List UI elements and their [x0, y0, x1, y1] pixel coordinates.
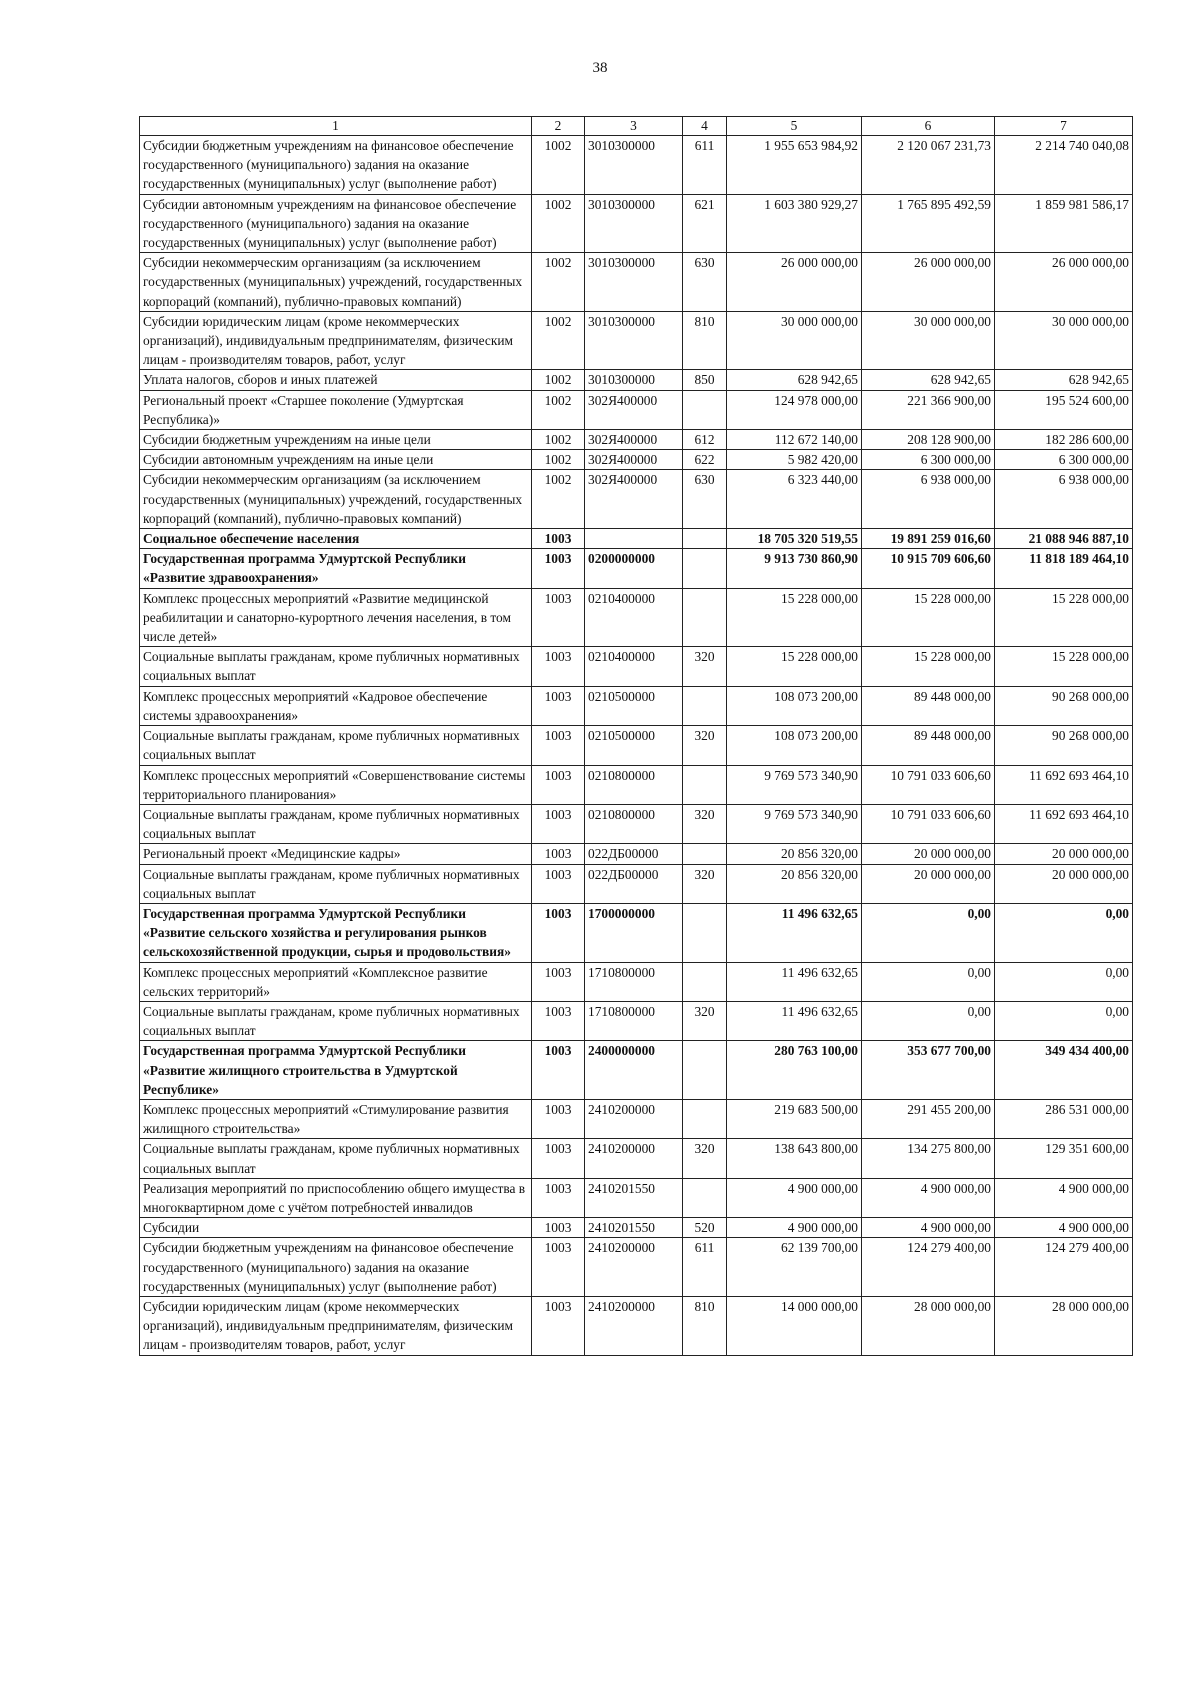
row-value-cell: 2 120 067 231,73 — [862, 136, 995, 195]
row-value-cell: 124 978 000,00 — [727, 390, 862, 429]
row-section-cell: 1002 — [532, 430, 585, 450]
row-section-cell: 1002 — [532, 311, 585, 370]
row-value-cell: 90 268 000,00 — [995, 726, 1133, 765]
row-type-cell — [683, 549, 727, 588]
row-value-cell: 30 000 000,00 — [995, 311, 1133, 370]
row-type-cell: 320 — [683, 864, 727, 903]
row-name-cell: Субсидии юридическим лицам (кроме некоммерческих организаций), индивидуальным предпринимателям, физическим лицам - производителям товаров, работ, услуг — [140, 311, 532, 370]
row-section-cell: 1003 — [532, 844, 585, 864]
row-value-cell: 26 000 000,00 — [995, 253, 1133, 312]
row-value-cell: 18 705 320 519,55 — [727, 529, 862, 549]
row-value-cell: 15 228 000,00 — [727, 588, 862, 647]
row-value-cell: 4 900 000,00 — [862, 1178, 995, 1217]
table-row — [140, 726, 1133, 765]
row-value-cell: 6 938 000,00 — [995, 470, 1133, 529]
row-name-cell: Государственная программа Удмуртской Республики «Развитие жилищного строительства в Удмуртской Республике» — [140, 1041, 532, 1100]
table-row — [140, 1139, 1133, 1178]
row-value-cell: 6 938 000,00 — [862, 470, 995, 529]
row-value-cell: 89 448 000,00 — [862, 726, 995, 765]
row-value-cell: 10 791 033 606,60 — [862, 804, 995, 843]
row-code-cell: 0210800000 — [585, 765, 683, 804]
row-value-cell: 9 769 573 340,90 — [727, 804, 862, 843]
row-value-cell: 1 859 981 586,17 — [995, 194, 1133, 253]
table-row — [140, 549, 1133, 588]
column-header: 4 — [683, 117, 727, 136]
table-row — [140, 864, 1133, 903]
row-value-cell: 6 323 440,00 — [727, 470, 862, 529]
row-value-cell: 628 942,65 — [862, 370, 995, 390]
row-section-cell: 1003 — [532, 864, 585, 903]
row-value-cell: 6 300 000,00 — [862, 450, 995, 470]
row-value-cell: 286 531 000,00 — [995, 1099, 1133, 1138]
row-code-cell: 1710800000 — [585, 962, 683, 1001]
row-value-cell: 15 228 000,00 — [862, 588, 995, 647]
table-row — [140, 804, 1133, 843]
row-section-cell: 1003 — [532, 1099, 585, 1138]
table-row — [140, 1099, 1133, 1138]
row-code-cell: 0210800000 — [585, 804, 683, 843]
row-section-cell: 1003 — [532, 529, 585, 549]
row-type-cell: 320 — [683, 726, 727, 765]
table-row — [140, 1178, 1133, 1217]
row-value-cell: 30 000 000,00 — [727, 311, 862, 370]
row-value-cell: 15 228 000,00 — [862, 647, 995, 686]
row-value-cell: 0,00 — [995, 1001, 1133, 1040]
row-code-cell: 2400000000 — [585, 1041, 683, 1100]
table-row — [140, 370, 1133, 390]
row-type-cell: 320 — [683, 1139, 727, 1178]
row-value-cell: 221 366 900,00 — [862, 390, 995, 429]
row-section-cell: 1002 — [532, 470, 585, 529]
table-row — [140, 844, 1133, 864]
row-type-cell: 320 — [683, 804, 727, 843]
row-value-cell: 20 000 000,00 — [995, 864, 1133, 903]
row-name-cell: Субсидии бюджетным учреждениям на иные цели — [140, 430, 532, 450]
table-row — [140, 1238, 1133, 1297]
column-header: 6 — [862, 117, 995, 136]
row-value-cell: 20 856 320,00 — [727, 864, 862, 903]
row-section-cell: 1003 — [532, 1178, 585, 1217]
row-value-cell: 108 073 200,00 — [727, 686, 862, 725]
row-value-cell: 11 496 632,65 — [727, 962, 862, 1001]
row-value-cell: 349 434 400,00 — [995, 1041, 1133, 1100]
row-name-cell: Комплекс процессных мероприятий «Стимулирование развития жилищного строительства» — [140, 1099, 532, 1138]
table-row — [140, 1218, 1133, 1238]
table-row — [140, 470, 1133, 529]
row-value-cell: 30 000 000,00 — [862, 311, 995, 370]
row-name-cell: Комплекс процессных мероприятий «Совершенствование системы территориального планирования» — [140, 765, 532, 804]
table-row — [140, 1001, 1133, 1040]
row-value-cell: 628 942,65 — [727, 370, 862, 390]
row-name-cell: Государственная программа Удмуртской Республики «Развитие сельского хозяйства и регулирования рынков сельскохозяйственной продукции, сырья и продовольствия» — [140, 903, 532, 962]
row-name-cell: Комплекс процессных мероприятий «Кадровое обеспечение системы здравоохранения» — [140, 686, 532, 725]
row-name-cell: Субсидии бюджетным учреждениям на финансовое обеспечение государственного (муниципального) задания на оказание государственных (муниципальных) услуг (выполнение работ) — [140, 1238, 532, 1297]
row-type-cell: 612 — [683, 430, 727, 450]
row-type-cell: 630 — [683, 253, 727, 312]
row-type-cell — [683, 765, 727, 804]
row-value-cell: 208 128 900,00 — [862, 430, 995, 450]
row-value-cell: 11 692 693 464,10 — [995, 804, 1133, 843]
row-type-cell: 810 — [683, 1296, 727, 1355]
column-header: 7 — [995, 117, 1133, 136]
table-row — [140, 194, 1133, 253]
row-name-cell: Субсидии бюджетным учреждениям на финансовое обеспечение государственного (муниципального) задания на оказание государственных (муниципальных) услуг (выполнение работ) — [140, 136, 532, 195]
row-code-cell: 022ДБ00000 — [585, 844, 683, 864]
row-value-cell: 20 000 000,00 — [995, 844, 1133, 864]
row-code-cell: 3010300000 — [585, 194, 683, 253]
row-code-cell — [585, 529, 683, 549]
row-value-cell: 0,00 — [862, 903, 995, 962]
row-value-cell: 26 000 000,00 — [862, 253, 995, 312]
row-value-cell: 19 891 259 016,60 — [862, 529, 995, 549]
row-type-cell — [683, 844, 727, 864]
row-value-cell: 291 455 200,00 — [862, 1099, 995, 1138]
row-name-cell: Уплата налогов, сборов и иных платежей — [140, 370, 532, 390]
row-type-cell — [683, 903, 727, 962]
row-code-cell: 0200000000 — [585, 549, 683, 588]
row-name-cell: Субсидии юридическим лицам (кроме некоммерческих организаций), индивидуальным предпринимателям, физическим лицам - производителям товаров, работ, услуг — [140, 1296, 532, 1355]
row-value-cell: 108 073 200,00 — [727, 726, 862, 765]
row-name-cell: Субсидии — [140, 1218, 532, 1238]
column-header: 3 — [585, 117, 683, 136]
row-type-cell: 611 — [683, 136, 727, 195]
row-value-cell: 0,00 — [862, 962, 995, 1001]
row-name-cell: Субсидии автономным учреждениям на иные цели — [140, 450, 532, 470]
row-value-cell: 26 000 000,00 — [727, 253, 862, 312]
row-value-cell: 11 818 189 464,10 — [995, 549, 1133, 588]
row-value-cell: 10 791 033 606,60 — [862, 765, 995, 804]
row-value-cell: 4 900 000,00 — [727, 1178, 862, 1217]
table-row — [140, 430, 1133, 450]
row-type-cell — [683, 529, 727, 549]
table-row — [140, 647, 1133, 686]
row-value-cell: 1 765 895 492,59 — [862, 194, 995, 253]
row-code-cell: 2410201550 — [585, 1178, 683, 1217]
row-type-cell — [683, 686, 727, 725]
row-section-cell: 1002 — [532, 136, 585, 195]
row-name-cell: Комплекс процессных мероприятий «Развитие медицинской реабилитации и санаторно-курортного лечения населения, в том числе детей» — [140, 588, 532, 647]
row-type-cell: 621 — [683, 194, 727, 253]
row-type-cell: 630 — [683, 470, 727, 529]
row-name-cell: Субсидии некоммерческим организациям (за исключением государственных (муниципальных) учреждений, государственных корпораций (компаний), публично-правовых компаний) — [140, 470, 532, 529]
row-value-cell: 129 351 600,00 — [995, 1139, 1133, 1178]
row-value-cell: 6 300 000,00 — [995, 450, 1133, 470]
row-value-cell: 21 088 946 887,10 — [995, 529, 1133, 549]
table-row — [140, 136, 1133, 195]
row-section-cell: 1003 — [532, 1001, 585, 1040]
table-header-row — [140, 117, 1133, 136]
row-code-cell: 3010300000 — [585, 253, 683, 312]
page-number: 38 — [592, 60, 608, 76]
row-value-cell: 2 214 740 040,08 — [995, 136, 1133, 195]
budget-table — [139, 116, 1133, 1356]
row-section-cell: 1003 — [532, 549, 585, 588]
row-value-cell: 124 279 400,00 — [995, 1238, 1133, 1297]
row-name-cell: Социальные выплаты гражданам, кроме публичных нормативных социальных выплат — [140, 647, 532, 686]
row-value-cell: 5 982 420,00 — [727, 450, 862, 470]
row-name-cell: Реализация мероприятий по приспособлению общего имущества в многоквартирном доме с учётом потребностей инвалидов — [140, 1178, 532, 1217]
row-code-cell: 0210400000 — [585, 647, 683, 686]
row-value-cell: 280 763 100,00 — [727, 1041, 862, 1100]
row-section-cell: 1002 — [532, 253, 585, 312]
row-value-cell: 134 275 800,00 — [862, 1139, 995, 1178]
row-code-cell: 302Я400000 — [585, 450, 683, 470]
row-value-cell: 20 856 320,00 — [727, 844, 862, 864]
row-section-cell: 1003 — [532, 686, 585, 725]
row-name-cell: Региональный проект «Старшее поколение (Удмуртская Республика)» — [140, 390, 532, 429]
row-value-cell: 4 900 000,00 — [995, 1218, 1133, 1238]
row-section-cell: 1003 — [532, 1139, 585, 1178]
table-row — [140, 1296, 1133, 1355]
row-code-cell: 2410200000 — [585, 1139, 683, 1178]
row-value-cell: 10 915 709 606,60 — [862, 549, 995, 588]
row-name-cell: Социальные выплаты гражданам, кроме публичных нормативных социальных выплат — [140, 1001, 532, 1040]
row-section-cell: 1003 — [532, 588, 585, 647]
row-section-cell: 1002 — [532, 450, 585, 470]
row-section-cell: 1003 — [532, 1238, 585, 1297]
table-row — [140, 903, 1133, 962]
table-row — [140, 588, 1133, 647]
row-type-cell — [683, 390, 727, 429]
row-section-cell: 1002 — [532, 370, 585, 390]
row-value-cell: 628 942,65 — [995, 370, 1133, 390]
row-section-cell: 1002 — [532, 390, 585, 429]
row-type-cell — [683, 962, 727, 1001]
table-row — [140, 962, 1133, 1001]
row-value-cell: 0,00 — [862, 1001, 995, 1040]
row-value-cell: 20 000 000,00 — [862, 844, 995, 864]
row-type-cell: 520 — [683, 1218, 727, 1238]
table-row — [140, 765, 1133, 804]
row-type-cell — [683, 1041, 727, 1100]
row-value-cell: 1 603 380 929,27 — [727, 194, 862, 253]
row-value-cell: 89 448 000,00 — [862, 686, 995, 725]
row-name-cell: Социальные выплаты гражданам, кроме публичных нормативных социальных выплат — [140, 804, 532, 843]
row-code-cell: 0210500000 — [585, 726, 683, 765]
row-name-cell: Субсидии автономным учреждениям на финансовое обеспечение государственного (муниципального) задания на оказание государственных (муниципальных) услуг (выполнение работ) — [140, 194, 532, 253]
row-value-cell: 15 228 000,00 — [727, 647, 862, 686]
row-type-cell: 320 — [683, 647, 727, 686]
row-code-cell: 302Я400000 — [585, 390, 683, 429]
row-section-cell: 1003 — [532, 804, 585, 843]
row-name-cell: Социальное обеспечение населения — [140, 529, 532, 549]
table-row — [140, 529, 1133, 549]
row-value-cell: 182 286 600,00 — [995, 430, 1133, 450]
row-value-cell: 11 496 632,65 — [727, 1001, 862, 1040]
row-value-cell: 20 000 000,00 — [862, 864, 995, 903]
row-section-cell: 1003 — [532, 647, 585, 686]
row-value-cell: 62 139 700,00 — [727, 1238, 862, 1297]
row-code-cell: 3010300000 — [585, 136, 683, 195]
row-name-cell: Социальные выплаты гражданам, кроме публичных нормативных социальных выплат — [140, 726, 532, 765]
row-name-cell: Комплекс процессных мероприятий «Комплексное развитие сельских территорий» — [140, 962, 532, 1001]
row-type-cell — [683, 588, 727, 647]
row-section-cell: 1003 — [532, 1218, 585, 1238]
row-type-cell: 810 — [683, 311, 727, 370]
row-value-cell: 15 228 000,00 — [995, 588, 1133, 647]
row-value-cell: 90 268 000,00 — [995, 686, 1133, 725]
row-section-cell: 1003 — [532, 903, 585, 962]
row-value-cell: 1 955 653 984,92 — [727, 136, 862, 195]
row-code-cell: 2410200000 — [585, 1099, 683, 1138]
row-name-cell: Региональный проект «Медицинские кадры» — [140, 844, 532, 864]
table-row — [140, 686, 1133, 725]
row-section-cell: 1003 — [532, 726, 585, 765]
row-section-cell: 1002 — [532, 194, 585, 253]
row-value-cell: 4 900 000,00 — [995, 1178, 1133, 1217]
row-type-cell: 320 — [683, 1001, 727, 1040]
row-value-cell: 28 000 000,00 — [995, 1296, 1133, 1355]
row-type-cell: 611 — [683, 1238, 727, 1297]
row-code-cell: 3010300000 — [585, 311, 683, 370]
row-name-cell: Субсидии некоммерческим организациям (за исключением государственных (муниципальных) учреждений, государственных корпораций (компаний), публично-правовых компаний) — [140, 253, 532, 312]
column-header: 2 — [532, 117, 585, 136]
row-value-cell: 138 643 800,00 — [727, 1139, 862, 1178]
row-code-cell: 0210400000 — [585, 588, 683, 647]
table-row — [140, 1041, 1133, 1100]
table-row — [140, 311, 1133, 370]
row-value-cell: 14 000 000,00 — [727, 1296, 862, 1355]
row-code-cell: 1700000000 — [585, 903, 683, 962]
table-row — [140, 450, 1133, 470]
column-header: 5 — [727, 117, 862, 136]
row-type-cell — [683, 1099, 727, 1138]
row-value-cell: 112 672 140,00 — [727, 430, 862, 450]
row-value-cell: 15 228 000,00 — [995, 647, 1133, 686]
row-value-cell: 0,00 — [995, 962, 1133, 1001]
table-row — [140, 253, 1133, 312]
row-code-cell: 302Я400000 — [585, 430, 683, 450]
row-value-cell: 219 683 500,00 — [727, 1099, 862, 1138]
row-value-cell: 28 000 000,00 — [862, 1296, 995, 1355]
row-name-cell: Социальные выплаты гражданам, кроме публичных нормативных социальных выплат — [140, 864, 532, 903]
row-value-cell: 124 279 400,00 — [862, 1238, 995, 1297]
column-header: 1 — [140, 117, 532, 136]
row-code-cell: 2410201550 — [585, 1218, 683, 1238]
row-type-cell: 622 — [683, 450, 727, 470]
row-code-cell: 302Я400000 — [585, 470, 683, 529]
table-body — [140, 136, 1133, 1356]
table-row — [140, 390, 1133, 429]
row-value-cell: 4 900 000,00 — [727, 1218, 862, 1238]
row-code-cell: 1710800000 — [585, 1001, 683, 1040]
row-value-cell: 0,00 — [995, 903, 1133, 962]
row-section-cell: 1003 — [532, 1041, 585, 1100]
row-code-cell: 2410200000 — [585, 1238, 683, 1297]
row-value-cell: 353 677 700,00 — [862, 1041, 995, 1100]
row-code-cell: 0210500000 — [585, 686, 683, 725]
row-name-cell: Государственная программа Удмуртской Республики «Развитие здравоохранения» — [140, 549, 532, 588]
row-type-cell — [683, 1178, 727, 1217]
row-name-cell: Социальные выплаты гражданам, кроме публичных нормативных социальных выплат — [140, 1139, 532, 1178]
row-section-cell: 1003 — [532, 765, 585, 804]
row-value-cell: 11 692 693 464,10 — [995, 765, 1133, 804]
row-type-cell: 850 — [683, 370, 727, 390]
row-section-cell: 1003 — [532, 962, 585, 1001]
row-value-cell: 11 496 632,65 — [727, 903, 862, 962]
row-code-cell: 022ДБ00000 — [585, 864, 683, 903]
row-code-cell: 2410200000 — [585, 1296, 683, 1355]
row-value-cell: 9 769 573 340,90 — [727, 765, 862, 804]
row-value-cell: 4 900 000,00 — [862, 1218, 995, 1238]
row-value-cell: 9 913 730 860,90 — [727, 549, 862, 588]
row-value-cell: 195 524 600,00 — [995, 390, 1133, 429]
row-section-cell: 1003 — [532, 1296, 585, 1355]
row-code-cell: 3010300000 — [585, 370, 683, 390]
